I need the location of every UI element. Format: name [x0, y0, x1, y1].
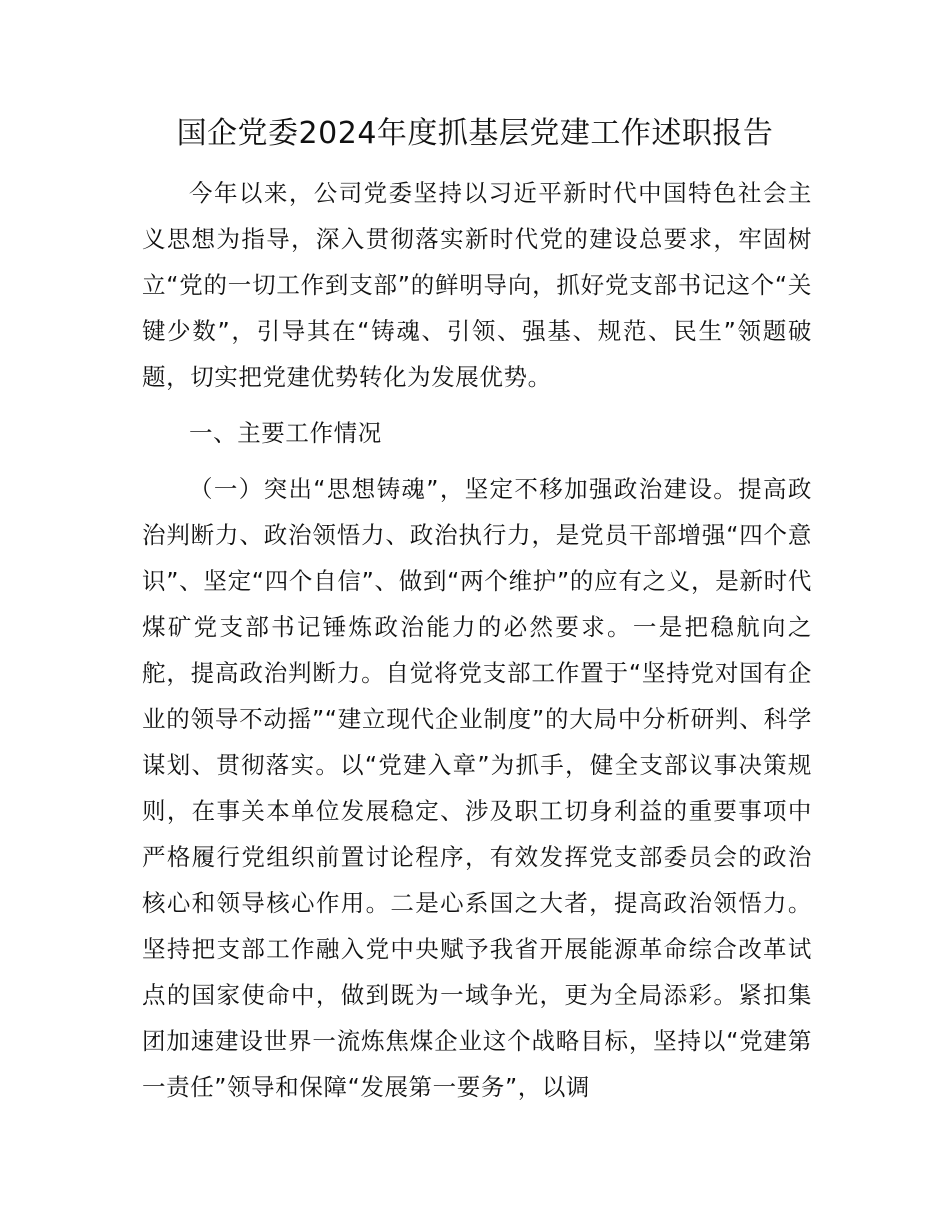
document-title: 国企党委2024年度抓基层党建工作述职报告 — [176, 116, 774, 151]
intro-paragraph: 今年以来，公司党委坚持以习近平新时代中国特色社会主义思想为指导，深入贯彻落实新时代党的建设总要求，牢固树立“党的一切工作到支部”的鲜明导向，抓好党支部书记这个“关键少数”，引导其在“铸魂、引领、强基、规范、民生”领题破题，切实把党建优势转化为发展优势。 — [142, 179, 812, 391]
document-body — [142, 170, 812, 1110]
section-heading: 一、主要工作情况 — [189, 419, 382, 447]
body-paragraph: （一）突出“思想铸魂”，坚定不移加强政治建设。提高政治判断力、政治领悟力、政治执行力，是党员干部增强“四个意识”、坚定“四个自信”、做到“两个维护”的应有之义，是新时代煤矿党支部书记锤炼政治能力的必然要求。一是把稳航向之舵，提高政治判断力。自觉将党支部工作置于“坚持党对国有企业的领导不动摇”“建立现代企业制度”的大局中分析研判、科学谋划、贯彻落实。以“党建入章”为抓手，健全支部议事决策规则，在事关本单位发展稳定、涉及职工切身利益的重要事项中严格履行党组织前置讨论程序，有效发挥党支部委员会的政治核心和领导核心作用。二是心系国之大者，提高政治领悟力。坚持把支部工作融入党中央赋予我省开展能源革命综合改革试点的国家使命中，做到既为一域争光，更为全局添彩。紧扣集团加速建设世界一流炼焦煤企业这个战略目标，坚持以“党建第一责任”领导和保障“发展第一要务”，以调 — [142, 475, 812, 1101]
